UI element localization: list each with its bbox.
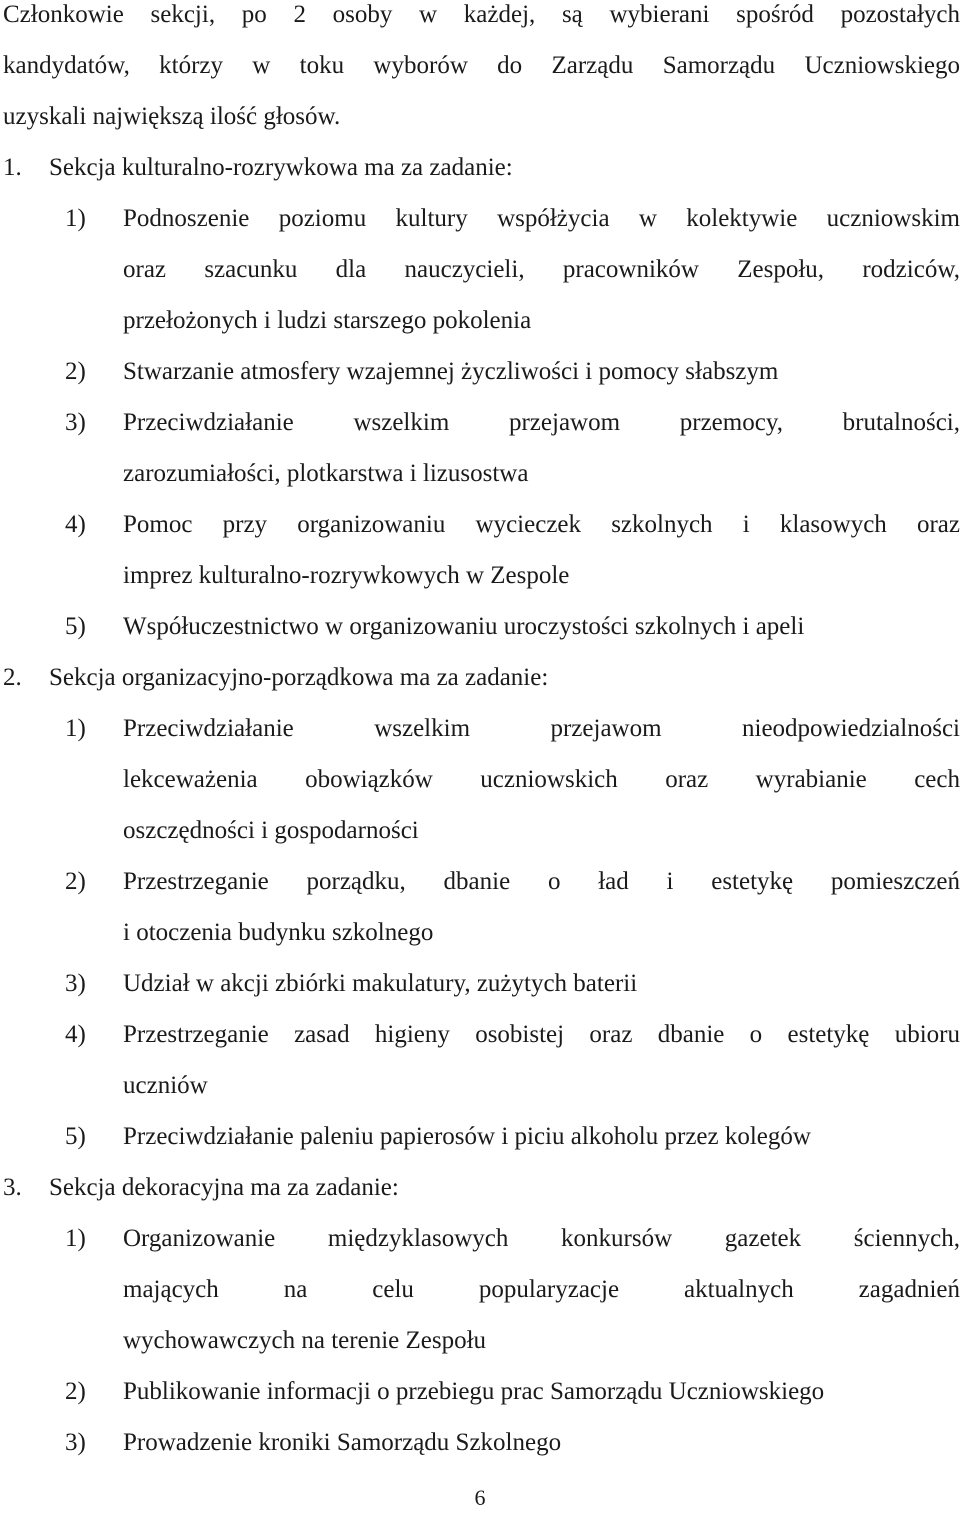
item-text <box>123 601 960 652</box>
intro-line: uzyskali największą ilość głosów. <box>3 103 341 130</box>
list-item <box>65 601 960 652</box>
item-line: Pomoc przy organizowaniu wycieczek szkolnych i klasowych oraz <box>123 511 960 538</box>
item-number: 3) <box>65 970 86 997</box>
list-item <box>65 193 960 346</box>
item-number: 1) <box>65 1225 86 1252</box>
item-line: imprez kulturalno-rozrywkowych w Zespole <box>123 562 570 589</box>
item-text <box>123 397 960 499</box>
list-item <box>65 1009 960 1111</box>
item-line: zarozumiałości, plotkarstwa i lizusostwa <box>123 460 529 487</box>
item-text <box>123 499 960 601</box>
item-text <box>123 1009 960 1111</box>
item-text <box>123 703 960 856</box>
item-number: 1) <box>65 205 86 232</box>
item-line: i otoczenia budynku szkolnego <box>123 919 434 946</box>
item-number: 5) <box>65 613 86 640</box>
list-item <box>65 958 960 1009</box>
list-item <box>65 856 960 958</box>
section-number: 2. <box>3 664 22 691</box>
item-text <box>123 1417 960 1468</box>
intro-paragraph <box>3 0 960 142</box>
list-item <box>65 346 960 397</box>
item-line: Przeciwdziałanie paleniu papierosów i piciu alkoholu przez kolegów <box>123 1123 811 1150</box>
item-number: 2) <box>65 358 86 385</box>
item-number: 2) <box>65 1378 86 1405</box>
item-line: wychowawczych na terenie Zespołu <box>123 1327 487 1354</box>
item-number: 4) <box>65 511 86 538</box>
task-list <box>3 703 960 1162</box>
item-number: 3) <box>65 1429 86 1456</box>
item-line: Przestrzeganie porządku, dbanie o ład i estetykę pomieszczeń <box>123 868 960 895</box>
item-line: Przeciwdziałanie wszelkim przejawom nieodpowiedzialności <box>123 715 960 742</box>
section-culture <box>3 142 960 652</box>
section-number: 3. <box>3 1174 22 1201</box>
item-text <box>123 346 960 397</box>
section-title: Sekcja kulturalno-rozrywkowa ma za zadanie: <box>49 154 513 181</box>
task-list <box>3 193 960 652</box>
item-line: Stwarzanie atmosfery wzajemnej życzliwości i pomocy słabszym <box>123 358 779 385</box>
item-line: przełożonych i ludzi starszego pokolenia <box>123 307 532 334</box>
item-line: Przestrzeganie zasad higieny osobistej oraz dbanie o estetykę ubioru <box>123 1021 960 1048</box>
document-page <box>3 0 960 1468</box>
item-number: 4) <box>65 1021 86 1048</box>
page-number: 6 <box>474 1485 486 1510</box>
item-line: Prowadzenie kroniki Samorządu Szkolnego <box>123 1429 562 1456</box>
section-decoration <box>3 1162 960 1468</box>
item-line: Udział w akcji zbiórki makulatury, zużytych baterii <box>123 970 638 997</box>
list-item <box>65 1417 960 1468</box>
item-line: Publikowanie informacji o przebiegu prac Samorządu Uczniowskiego <box>123 1378 825 1405</box>
list-item <box>65 703 960 856</box>
list-item <box>65 397 960 499</box>
list-item <box>65 1213 960 1366</box>
item-line: uczniów <box>123 1072 208 1099</box>
section-number: 1. <box>3 154 22 181</box>
item-line: Przeciwdziałanie wszelkim przejawom przemocy, brutalności, <box>123 409 960 436</box>
item-line: Współuczestnictwo w organizowaniu uroczystości szkolnych i apeli <box>123 613 805 640</box>
intro-line: Członkowie sekcji, po 2 osoby w każdej, są wybierani spośród pozostałych <box>3 1 960 28</box>
section-organization <box>3 652 960 1162</box>
list-item <box>65 1366 960 1417</box>
section-heading <box>3 142 960 193</box>
item-line: Organizowanie międzyklasowych konkursów gazetek ściennych, <box>123 1225 960 1252</box>
item-line: mających na celu popularyzacje aktualnych zagadnień <box>123 1276 960 1303</box>
list-item <box>65 1111 960 1162</box>
item-line: Podnoszenie poziomu kultury współżycia w kolektywie uczniowskim <box>123 205 960 232</box>
item-text <box>123 856 960 958</box>
item-text <box>123 193 960 346</box>
task-list <box>3 1213 960 1468</box>
list-item <box>65 499 960 601</box>
item-text <box>123 958 960 1009</box>
item-text <box>123 1111 960 1162</box>
section-heading <box>3 1162 960 1213</box>
item-number: 1) <box>65 715 86 742</box>
section-title: Sekcja dekoracyjna ma za zadanie: <box>49 1174 399 1201</box>
item-text <box>123 1213 960 1366</box>
section-title: Sekcja organizacyjno-porządkowa ma za zadanie: <box>49 664 549 691</box>
intro-line: kandydatów, którzy w toku wyborów do Zarządu Samorządu Uczniowskiego <box>3 52 960 79</box>
item-line: oszczędności i gospodarności <box>123 817 419 844</box>
section-heading <box>3 652 960 703</box>
item-number: 3) <box>65 409 86 436</box>
item-line: oraz szacunku dla nauczycieli, pracowników Zespołu, rodziców, <box>123 256 960 283</box>
item-number: 2) <box>65 868 86 895</box>
item-text <box>123 1366 960 1417</box>
item-number: 5) <box>65 1123 86 1150</box>
item-line: lekceważenia obowiązków uczniowskich oraz wyrabianie cech <box>123 766 960 793</box>
